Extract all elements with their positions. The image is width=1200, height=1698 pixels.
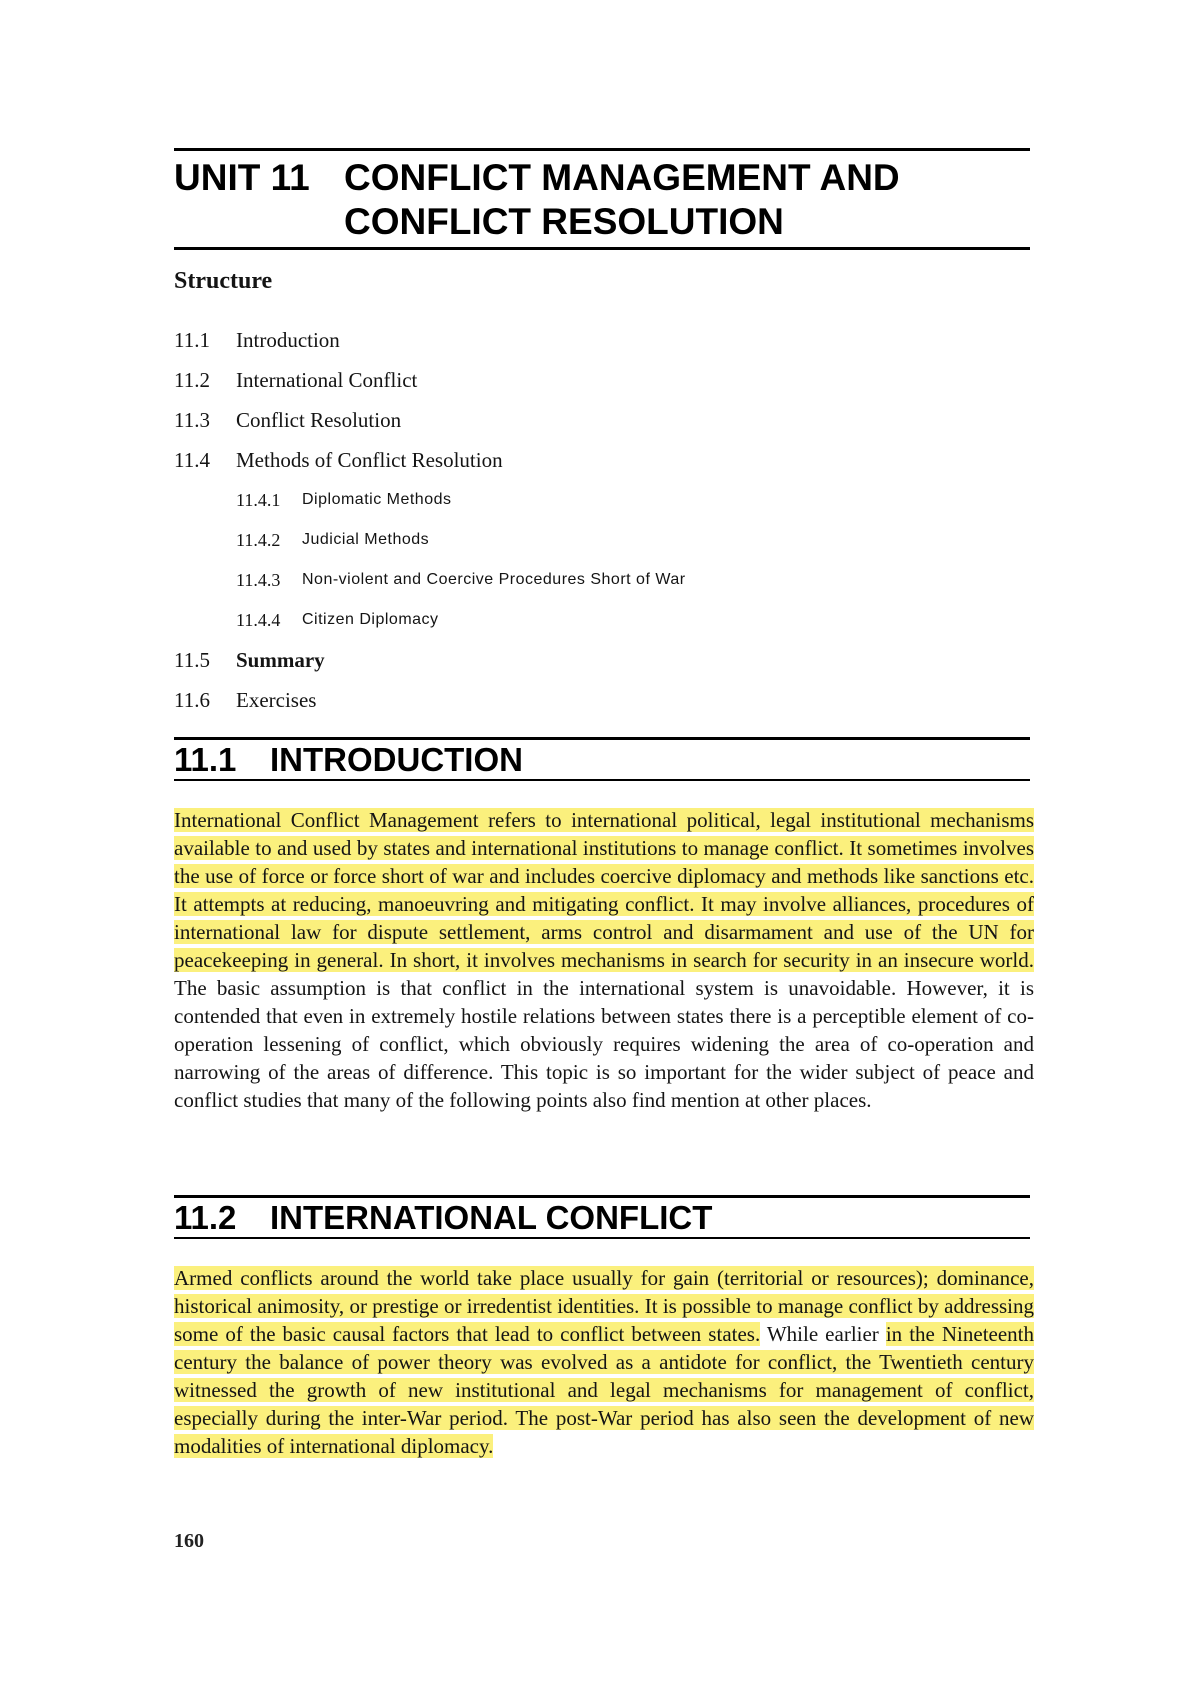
highlighted-text: International Conflict Management refers to international political, legal institutional mechanisms available to and used by states and international institutions to manage conflict. It sometimes involves the use of force or force short of war and includes coercive diplomacy and methods like sanctions etc. It attempts at reducing, manoeuvring and mitigating conflict. It may involve alliances, procedures of international law for dispute settlement, arms control and disarmament and use of the UN for peacekeeping in general. In short, it involves mechanisms in search for security in an insecure world.	[174, 808, 1034, 972]
introduction-paragraph	[174, 806, 1034, 1114]
toc-item-title: Summary	[236, 648, 325, 672]
toc-item-number: 11.4.2	[236, 530, 281, 550]
toc-item-number: 11.4.4	[236, 610, 281, 630]
toc-item-title: Diplomatic Methods	[302, 491, 452, 508]
toc-item-title: Citizen Diplomacy	[302, 611, 439, 628]
toc-item-number: 11.4.1	[236, 490, 281, 510]
toc-item-title: Conflict Resolution	[236, 408, 402, 432]
section-number: 11.1	[174, 741, 237, 778]
section-number: 11.2	[174, 1199, 237, 1236]
toc-item-number: 11.6	[174, 688, 210, 712]
page-number: 160	[174, 1530, 204, 1552]
title-top-rule	[174, 148, 1030, 151]
toc-item-title: International Conflict	[236, 368, 418, 392]
toc-item-title: Exercises	[236, 688, 317, 712]
toc-item-number: 11.4.3	[236, 570, 281, 590]
toc-item-number: 11.4	[174, 448, 210, 472]
toc-item-number: 11.5	[174, 648, 210, 672]
highlighted-text: in the Nineteenth century the balance of power theory was evolved as a antidote for conflict, the Twentieth century witnessed the growth of new institutional and legal mechanisms for management of conflict, especially during the inter-War period. The post-War period has also seen the development of new modalities of international diplomacy.	[174, 1322, 1034, 1458]
toc-item-number: 11.1	[174, 328, 210, 352]
section-bottom-rule	[174, 1237, 1030, 1239]
toc-item-number: 11.2	[174, 368, 210, 392]
unit-label: UNIT 11	[174, 157, 310, 198]
structure-heading: Structure	[174, 268, 273, 294]
toc-item-title: Introduction	[236, 328, 340, 352]
section-bottom-rule	[174, 779, 1030, 781]
toc-item-number: 11.3	[174, 408, 210, 432]
highlighted-text: Armed conflicts around the world take place usually for gain (territorial or resources); dominance, historical animosity, or prestige or irredentist identities. It is possible to manage conflict by addressing some of the basic causal factors that lead to conflict between states.	[174, 1266, 1034, 1346]
toc-item-title: Methods of Conflict Resolution	[236, 448, 503, 472]
unit-title-line-2: CONFLICT RESOLUTION	[344, 201, 784, 242]
body-text: While earlier	[766, 1322, 879, 1346]
body-text: The basic assumption is that conflict in the international system is unavoidable. However, it is contended that even in extremely hostile relations between states there is a perceptible element of co-operation lessening of conflict, which obviously requires widening the area of co-operation and narrowing of the areas of difference. This topic is so important for the wider subject of peace and conflict studies that many of the following points also find mention at other places.	[174, 976, 1034, 1112]
toc-item-title: Non-violent and Coercive Procedures Short of War	[302, 571, 686, 588]
toc-item-title: Judicial Methods	[302, 531, 430, 548]
unit-title-line-1: CONFLICT MANAGEMENT AND	[344, 157, 900, 198]
section-title: INTRODUCTION	[270, 741, 523, 778]
title-bottom-rule	[174, 247, 1030, 250]
international-conflict-paragraph	[174, 1264, 1034, 1460]
section-title: INTERNATIONAL CONFLICT	[270, 1199, 713, 1236]
